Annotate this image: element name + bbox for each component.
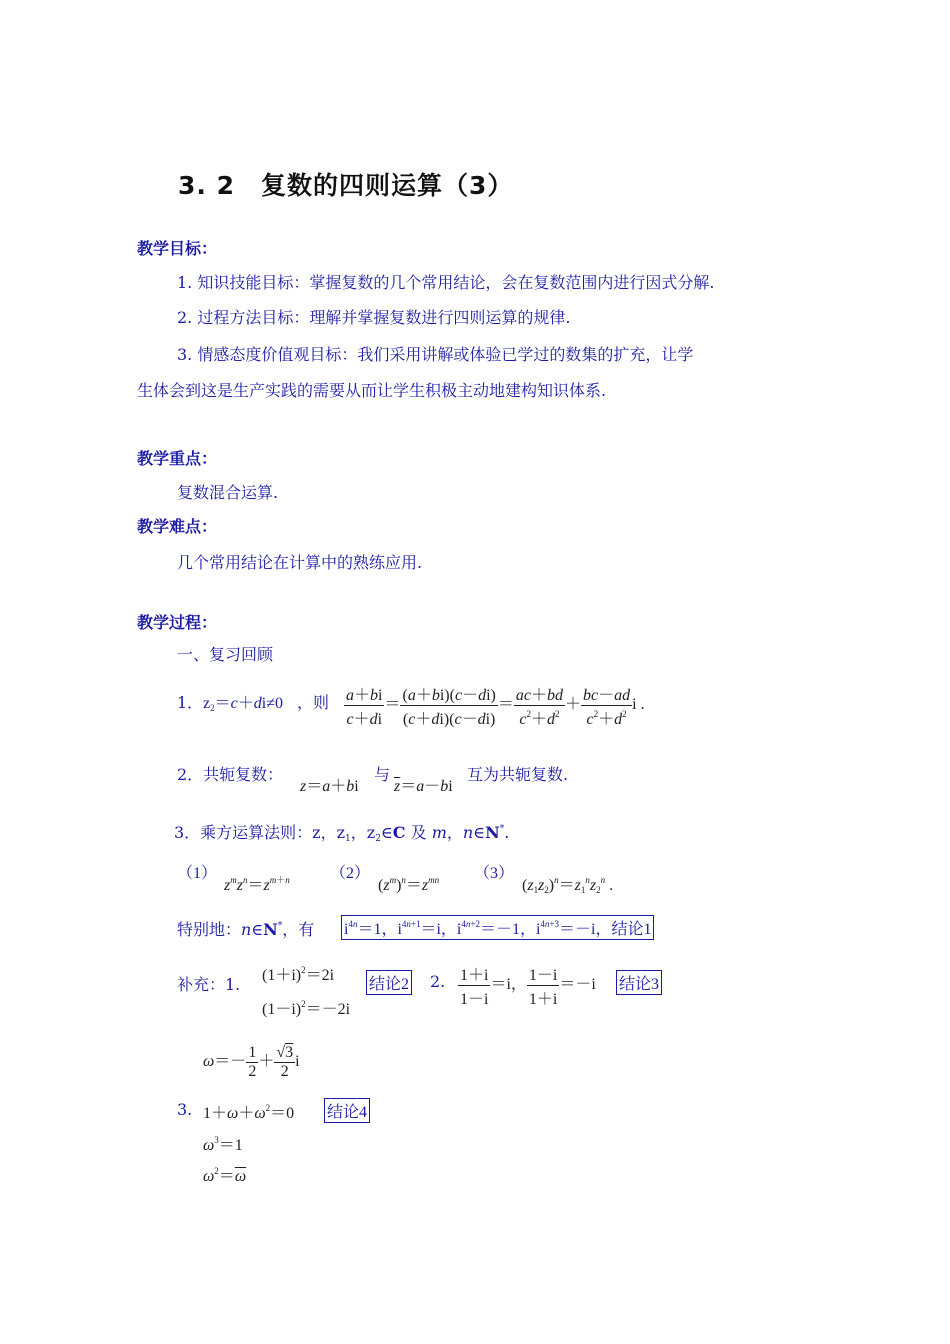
omega-definition: ω＝－ $\frac{1}{2}$ ＋ $\frac{√3}{2}$ i: [203, 1044, 300, 1080]
item3b-label: 3.: [177, 1100, 193, 1119]
goal-1: 1. 知识技能目标：掌握复数的几个常用结论，会在复数范围内进行因式分解.: [177, 273, 715, 292]
rule-3-label: （3）: [474, 865, 515, 882]
supp-formula-2: $\frac{1+i}{1-i}$ ＝i， $\frac{1-i}{1+i}$ ＝－i: [460, 967, 596, 1008]
item1-label: 1．: [177, 693, 204, 712]
supplement-2-label: 2.: [430, 972, 446, 991]
review-heading: 一、复习回顾: [177, 645, 274, 664]
goal-3b: 生体会到这是生产实践的需要从而让学生积极主动地建构知识体系.: [137, 381, 607, 400]
item1-then: ，则: [297, 693, 330, 712]
page-title: 3. 2 复数的四则运算（3）: [178, 171, 514, 200]
item2-tail: 互为共轭复数.: [467, 765, 569, 784]
division-formula: $\frac{a+bi}{c+di}$ ＝ $\frac{(a+bi)(c-di)}{(c+di)(c-di)}$ ＝ $\frac{ac+bd}{c^2+d^2}$ ＋ $\frac{bc-ad}{c^2+d^2}$ i .: [346, 687, 645, 728]
item1-condition: $z_2=c+di\ne 0$: [203, 695, 283, 713]
difficulty-text: 几个常用结论在计算中的熟练应用.: [177, 553, 423, 572]
key-text: 复数混合运算.: [177, 483, 279, 502]
item2-label: 2．共轭复数：: [177, 765, 284, 784]
conclusion-1: 结论1: [611, 921, 652, 938]
process-heading: 教学过程：: [137, 613, 218, 632]
rule-1: $z^mz^n=z^{m+n}$: [224, 875, 290, 894]
supplement-label: 补充：1.: [177, 975, 241, 994]
goal-2: 2. 过程方法目标：理解并掌握复数进行四则运算的规律.: [177, 308, 571, 327]
rule-3: $(z_1z_2)^n=z_1^nz_2^n$ .: [522, 875, 614, 895]
omega-cube: $\omega^3=1$: [203, 1135, 243, 1154]
conclusion-2: 结论2: [366, 970, 412, 995]
item3-label: 3．乘方运算法则：z，$z_1$，$z_2\in C$ 及 m，n∈N*.: [174, 823, 510, 844]
rule-2: $(z^m)^n=z^{mn}$: [378, 875, 440, 894]
supp-formula-1b: $(1-i)^2=-2i$: [262, 999, 351, 1018]
conclusion-3: 结论3: [616, 970, 662, 995]
goal-3a: 3. 情感态度价值观目标：我们采用讲解或体验已学过的数集的扩充，让学: [177, 345, 694, 364]
omega-sum: $1+\omega+\omega^2=0$: [203, 1103, 295, 1122]
special-result: $i^{4n}=1$，$i^{4n+1}=i$，$i^{4n+2}=-1$，$i^{4n+3}=-i$，结论1: [341, 915, 654, 940]
key-heading: 教学重点：: [137, 449, 218, 468]
rule-1-label: （1）: [177, 865, 218, 882]
z-conjugate-expression: $\overline{z}=a-bi$: [394, 778, 453, 795]
z-expression: z＝a＋bi: [300, 778, 359, 795]
special-label: 特别地：n∈N*，有: [177, 920, 315, 939]
supp-formula-1a: $(1+i)^2=2i$: [262, 965, 335, 984]
rule-2-label: （2）: [330, 865, 371, 882]
omega-square: $\omega^2=\overline{\omega}$: [203, 1166, 247, 1185]
conclusion-4: 结论4: [324, 1098, 370, 1123]
goals-heading: 教学目标：: [137, 239, 218, 258]
difficulty-heading: 教学难点：: [137, 517, 218, 536]
item2-with: 与: [374, 765, 391, 784]
